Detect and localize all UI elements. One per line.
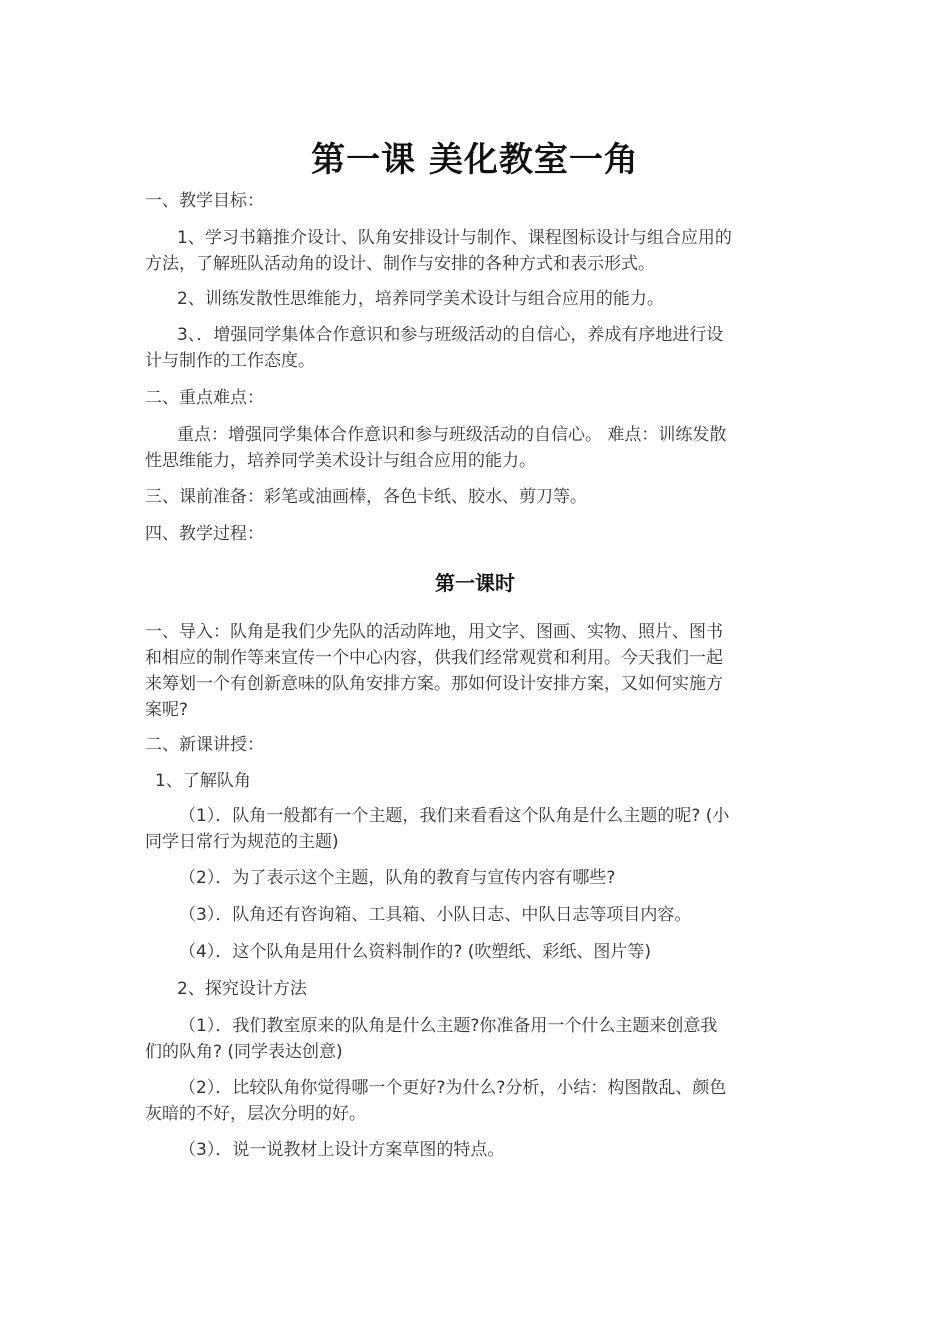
subsection-design-methods-label: 2、探究设计方法 bbox=[177, 979, 307, 999]
question-item-3 bbox=[145, 902, 805, 928]
goal-item-1-line-1: 1、学习书籍推介设计、队角安排设计与制作、课程图标设计与组合应用的 bbox=[177, 228, 732, 248]
question-item-1 bbox=[145, 803, 805, 855]
method-item-3 bbox=[145, 1137, 805, 1163]
method-item-2-line-1: （2）．比较队角你觉得哪一个更好?为什么?分析，小结：构图散乱、颜色 bbox=[179, 1078, 727, 1098]
goal-item-2-line-1: 2、训练发散性思维能力，培养同学美术设计与组合应用的能力。 bbox=[177, 289, 664, 309]
method-item-1-line-1: （1）．我们教室原来的队角是什么主题?你准备用一个什么主题来创意我 bbox=[179, 1016, 718, 1036]
method-item-2 bbox=[145, 1075, 805, 1127]
intro-line-1: 一、导入：队角是我们少先队的活动阵地，用文字、图画、实物、照片、图书 bbox=[145, 622, 723, 642]
goal-item-3-line-2: 计与制作的工作态度。 bbox=[145, 351, 315, 371]
subsection-understand-corner-label: 1、了解队角 bbox=[155, 771, 251, 791]
method-item-1 bbox=[145, 1013, 805, 1065]
intro-line-3: 来筹划一个有创新意味的队角安排方案。那如何设计安排方案，又如何实施方 bbox=[145, 674, 723, 694]
question-item-2-line-1: （2）．为了表示这个主题，队角的教育与宣传内容有哪些? bbox=[179, 868, 616, 888]
question-item-2 bbox=[145, 865, 805, 891]
goal-item-1-line-2: 方法，了解班队活动角的设计、制作与安排的各种方式和表示形式。 bbox=[145, 254, 655, 274]
section-heading-process: 四、教学过程： bbox=[145, 524, 264, 544]
subsection-understand-corner bbox=[145, 768, 805, 794]
lesson-subtitle: 第一课时 bbox=[435, 571, 515, 595]
question-item-1-line-1: （1）．队角一般都有一个主题，我们来看看这个队角是什么主题的呢? (小 bbox=[179, 806, 730, 826]
intro-line-2: 和相应的制作等来宣传一个中心内容，供我们经常观赏和利用。今天我们一起 bbox=[145, 648, 723, 668]
goal-item-3-line-1: 3、．增强同学集体合作意识和参与班级活动的自信心，养成有序地进行设 bbox=[177, 325, 724, 345]
goal-item-3 bbox=[145, 322, 805, 374]
intro-paragraph bbox=[145, 619, 805, 723]
section-heading-new-lesson: 二、新课讲授： bbox=[145, 735, 264, 755]
page-title: 第一课 美化教室一角 bbox=[311, 140, 639, 180]
section-heading-goals: 一、教学目标： bbox=[145, 191, 264, 211]
method-item-1-line-2: 们的队角? (同学表达创意) bbox=[145, 1042, 343, 1062]
key-points-line-1: 重点：增强同学集体合作意识和参与班级活动的自信心。 难点：训练发散 bbox=[177, 425, 727, 445]
method-item-2-line-2: 灰暗的不好，层次分明的好。 bbox=[145, 1104, 366, 1124]
method-item-3-line-1: （3）．说一说教材上设计方案草图的特点。 bbox=[179, 1140, 505, 1160]
question-item-4 bbox=[145, 939, 805, 965]
key-points-paragraph bbox=[145, 422, 805, 474]
section-preparation: 三、课前准备：彩笔或油画棒，各色卡纸、胶水、剪刀等。 bbox=[145, 487, 587, 507]
section-heading-key-points: 二、重点难点： bbox=[145, 388, 264, 408]
question-item-1-line-2: 同学日常行为规范的主题) bbox=[145, 832, 339, 852]
intro-line-4: 案呢? bbox=[145, 700, 189, 720]
subsection-design-methods bbox=[145, 976, 805, 1002]
question-item-3-line-1: （3）．队角还有咨询箱、工具箱、小队日志、中队日志等项目内容。 bbox=[179, 905, 692, 925]
goal-item-1 bbox=[145, 225, 805, 277]
question-item-4-line-1: （4）．这个队角是用什么资料制作的? (吹塑纸、彩纸、图片等) bbox=[179, 942, 652, 962]
key-points-line-2: 性思维能力，培养同学美术设计与组合应用的能力。 bbox=[145, 451, 536, 471]
goal-item-2 bbox=[145, 286, 805, 312]
